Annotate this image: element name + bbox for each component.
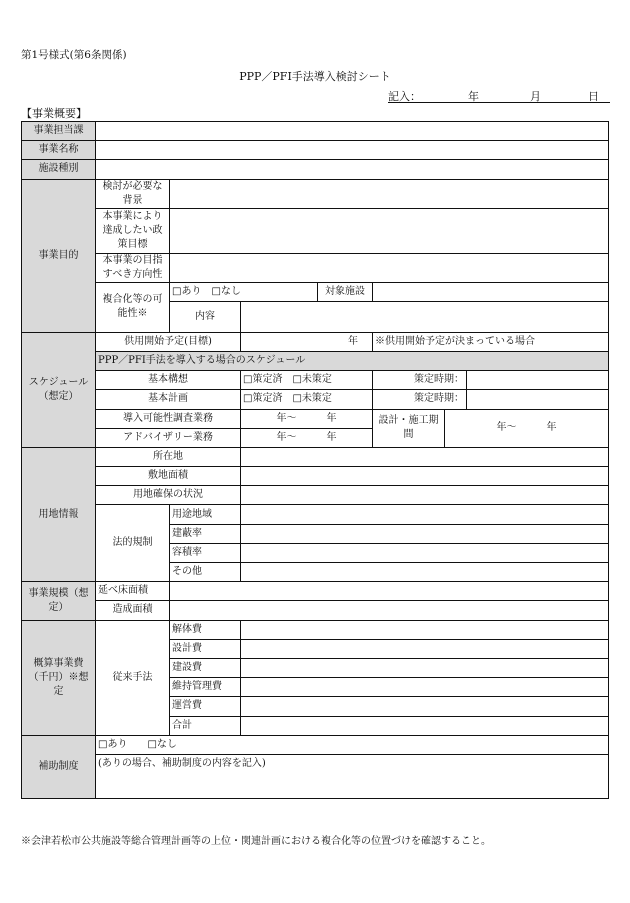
kyouyou-note: ※供用開始予定が決まっている場合 [373,332,609,351]
label-fukugou: 複合化等の可能性※ [96,282,170,332]
label-other: その他 [170,563,241,582]
label-shozai: 所在地 [96,447,241,466]
input-name[interactable] [96,141,609,160]
label-chousa: 導入可能性調査業務 [96,409,241,428]
label-scale: 事業規模（想定） [22,582,96,620]
label-kyouyou: 供用開始予定(目標) [96,332,241,351]
label-youseki: 容積率 [170,543,241,562]
label-kaitai: 解体費 [170,620,241,639]
input-sekkei-hi[interactable] [241,639,609,658]
input-youseki[interactable] [241,543,609,562]
label-menseki: 敷地面積 [96,467,241,486]
keikaku-status[interactable]: □策定済 □未策定 [241,390,373,409]
label-method: 従来手法 [96,620,170,735]
subsidy-detail[interactable]: (ありの場合、補助制度の内容を記入) [96,754,609,798]
input-kensetsu[interactable] [241,658,609,677]
keikaku-jiki-label: 策定時期： [373,390,467,409]
input-background[interactable] [170,179,609,208]
advisory-period[interactable]: 年～ 年 [241,428,373,447]
label-sekkei: 設計・施工期間 [373,409,445,447]
label-advisory: アドバイザリー業務 [96,428,241,447]
section-heading: 【事業概要】 [21,107,87,120]
input-shozai[interactable] [241,447,609,466]
entry-label: 記入： [388,90,421,103]
sekkei-period[interactable]: 年～ 年 [445,409,609,447]
row-shubetsu [22,160,609,179]
chousa-period[interactable]: 年～ 年 [241,409,373,428]
input-kaitai[interactable] [241,620,609,639]
label-kenpei: 建蔽率 [170,524,241,543]
input-direction[interactable] [170,253,609,282]
row-name [22,141,609,160]
input-kakuho[interactable] [241,486,609,505]
label-taisho: 対象施設 [318,282,373,301]
label-youto: 用途地域 [170,505,241,524]
footnote: ※会津若松市公共施設等総合管理計画等の上位・関連計画における複合化等の位置づけを確認すること。 [21,836,491,847]
input-other[interactable] [241,563,609,582]
year-label: 年 [468,90,479,103]
kousou-jiki-label: 策定時期： [373,371,467,390]
label-zousei: 造成面積 [96,601,170,620]
input-menseki[interactable] [241,467,609,486]
form-number: 第1号様式(第6条関係) [21,49,127,61]
label-total: 合計 [170,716,241,735]
label-kihon-kousou: 基本構想 [96,371,241,390]
subsidy-checkbox[interactable]: □あり □なし [96,735,609,754]
label-unei: 運営費 [170,697,241,716]
input-kenpei[interactable] [241,524,609,543]
label-name: 事業名称 [22,141,96,160]
label-direction: 本事業の目指すべき方向性 [96,253,170,282]
kousou-status[interactable]: □策定済 □未策定 [241,371,373,390]
row-tantou [22,122,609,141]
label-subsidy: 補助制度 [22,735,96,798]
month-label: 月 [530,90,541,103]
input-total[interactable] [241,716,609,735]
fukugou-checkbox[interactable]: □あり □なし [170,282,318,301]
label-land: 用地情報 [22,447,96,581]
kousou-year[interactable] [467,371,609,390]
input-zousei[interactable] [170,601,609,620]
label-shubetsu: 施設種別 [22,160,96,179]
label-iji: 維持管理費 [170,678,241,697]
input-tantou[interactable] [96,122,609,141]
entry-date-line[interactable] [388,88,610,103]
input-youto[interactable] [241,505,609,524]
label-mokuteki: 事業目的 [22,179,96,332]
label-kakuho: 用地確保の状況 [96,486,241,505]
input-nobe[interactable] [170,582,609,601]
input-goal[interactable] [170,208,609,253]
input-unei[interactable] [241,697,609,716]
label-naiyou: 内容 [170,301,241,332]
input-shubetsu[interactable] [96,160,609,179]
label-tantou: 事業担当課 [22,122,96,141]
label-schedule: スケジュール（想定） [22,332,96,447]
form-table [21,121,609,799]
ppp-schedule-header: PPP／PFI手法を導入する場合のスケジュール [96,351,609,370]
label-background: 検討が必要な背景 [96,179,170,208]
keikaku-year[interactable] [467,390,609,409]
label-nobe: 延べ床面積 [96,582,170,601]
label-kensetsu: 建設費 [170,658,241,677]
input-taisho[interactable] [373,282,609,301]
document-title: PPP／PFI手法導入検討シート [239,70,391,83]
kyouyou-year[interactable]: 年 [241,332,373,351]
label-sekkei-hi: 設計費 [170,639,241,658]
label-kihon-keikaku: 基本計画 [96,390,241,409]
label-cost: 概算事業費（千円）※想定 [22,620,96,735]
input-naiyou[interactable] [241,301,609,332]
label-houteki: 法的規制 [96,505,170,582]
input-iji[interactable] [241,678,609,697]
day-label: 日 [588,90,599,103]
label-goal: 本事業により達成したい政策目標 [96,208,170,253]
